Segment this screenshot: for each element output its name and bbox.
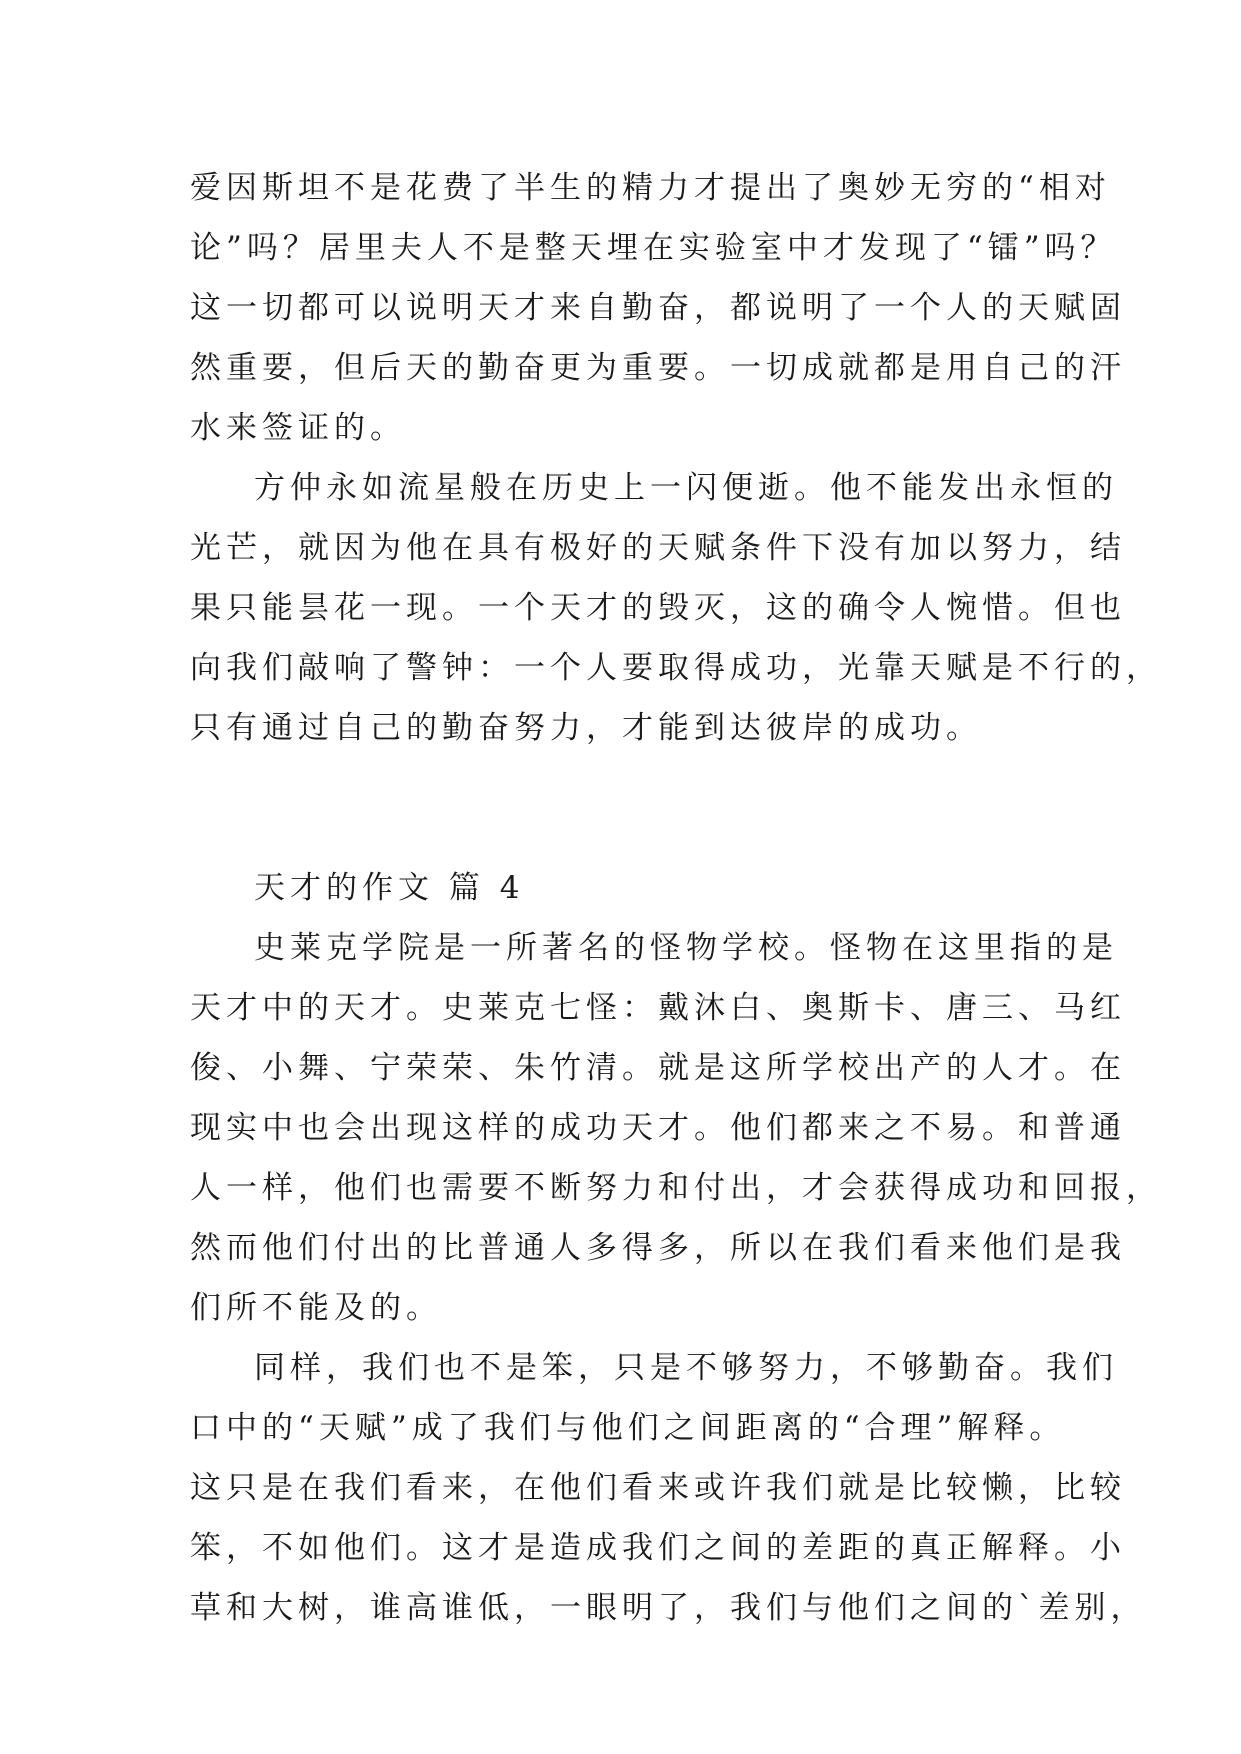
text-line: 笨，不如他们。这才是造成我们之间的差距的真正解释。小 — [190, 1530, 1126, 1566]
text-line: 俊、小舞、宁荣荣、朱竹清。就是这所学校出产的人才。在 — [190, 1050, 1126, 1086]
text-line: 果只能昙花一现。一个天才的毁灭，这的确令人惋惜。但也 — [190, 590, 1126, 626]
text-line: 天才中的天才。史莱克七怪：戴沐白、奥斯卡、唐三、马红 — [190, 990, 1126, 1026]
text-line: 口中的“天赋”成了我们与他们之间距离的“合理”解释。 — [190, 1410, 1066, 1446]
text-line: 草和大树，谁高谁低，一眼明了，我们与他们之间的`差别， — [190, 1590, 1147, 1626]
section-gap — [190, 758, 1070, 858]
paragraph-einstein — [190, 158, 1126, 458]
text-line: 然重要，但后天的勤奋更为重要。一切成就都是用自己的汗 — [190, 350, 1126, 386]
text-line: 水来签证的。 — [190, 410, 406, 446]
text-line: 方仲永如流星般在历史上一闪便逝。他不能发出永恒的 — [254, 470, 1118, 506]
text-line: 人一样，他们也需要不断努力和付出，才会获得成功和回报， — [190, 1170, 1162, 1206]
text-line: 史莱克学院是一所著名的怪物学校。怪物在这里指的是 — [254, 930, 1118, 966]
text-line: 只有通过自己的勤奋努力，才能到达彼岸的成功。 — [190, 710, 982, 746]
text-line: 现实中也会出现这样的成功天才。他们都来之不易。和普通 — [190, 1110, 1126, 1146]
paragraph-shrek-academy — [190, 918, 1162, 1338]
text-line: 向我们敲响了警钟：一个人要取得成功，光靠天赋是不行的， — [190, 650, 1162, 686]
text-line: 论”吗？居里夫人不是整天埋在实验室中才发现了“镭”吗？ — [190, 230, 1117, 266]
text-line: 同样，我们也不是笨，只是不够努力，不够勤奋。我们 — [254, 1350, 1118, 1386]
text-line: 爱因斯坦不是花费了半生的精力才提出了奥妙无穷的“相对 — [190, 170, 1111, 206]
text-line: 这一切都可以说明天才来自勤奋，都说明了一个人的天赋固 — [190, 290, 1126, 326]
text-line: 光芒，就因为他在具有极好的天赋条件下没有加以努力，结 — [190, 530, 1126, 566]
text-line: 们所不能及的。 — [190, 1290, 442, 1326]
paragraph-not-stupid — [190, 1338, 1147, 1638]
paragraph-fang-zhongyong — [190, 458, 1162, 758]
text-line: 这只是在我们看来，在他们看来或许我们就是比较懒，比较 — [190, 1470, 1126, 1506]
document-body — [190, 158, 1162, 1638]
text-line: 然而他们付出的比普通人多得多，所以在我们看来他们是我 — [190, 1230, 1126, 1266]
section-heading: 天才的作文 篇 4 — [254, 870, 525, 906]
